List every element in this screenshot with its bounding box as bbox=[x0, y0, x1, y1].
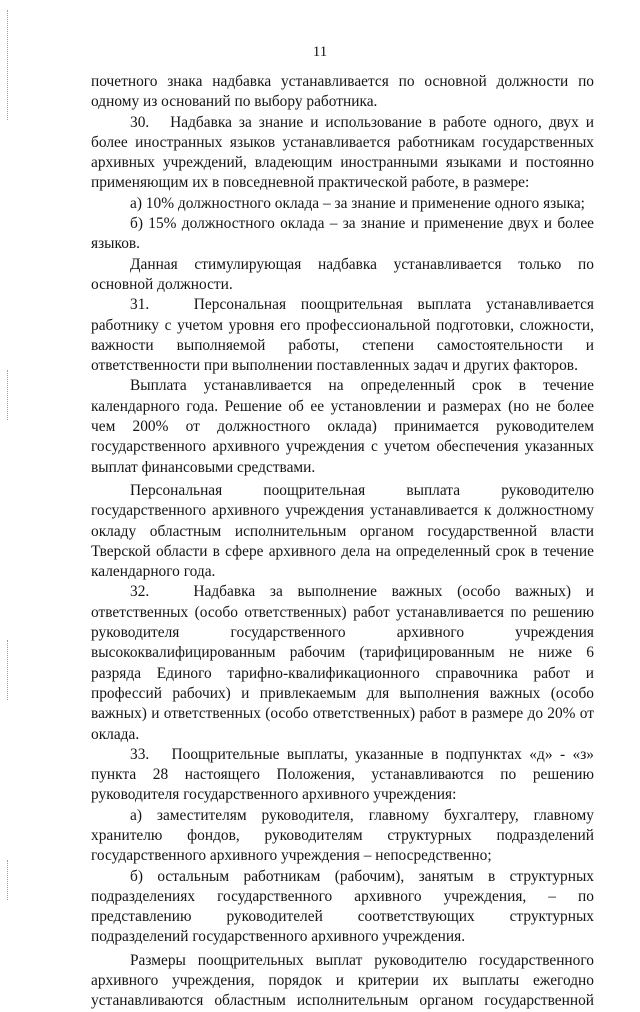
document-body bbox=[91, 72, 594, 1012]
paragraph: почетного знака надбавка устанавливается по основной должности по одному из оснований по выбору работника. bbox=[91, 73, 594, 111]
paragraph: Персональная поощрительная выплата руководителю государственного архивного учреждения устанавливается к должностному окладу областным исполнительным органом государственной власти Тверской области в сфере архивного дела на определенный срок в течение календарного года. bbox=[91, 481, 594, 581]
left-margin-dotted-line bbox=[7, 860, 9, 900]
clause-33-item-a: а) заместителям руководителя, главному бухгалтеру, главному хранителю фондов, руководителям структурных подразделений государственного архивного учреждения – непосредственно; bbox=[91, 806, 594, 865]
clause-32: 32. Надбавка за выполнение важных (особо важных) и ответственных (особо ответственных) работ устанавливается по решению руководителя государственного архивного учреждения высококвалифицированным рабочим (тарифицированным не ниже 6 разряда Единого тарифно-квалификационного справочника работ и профессий рабочих) и привлекаемым для выполнения важных (особо важных) и ответственных (особо ответственных) работ в размере до 20% от оклада. bbox=[91, 583, 594, 743]
clause-30-item-b: б) 15% должностного оклада – за знание и применение двух и более языков. bbox=[91, 215, 594, 253]
clause-31: 31. Персональная поощрительная выплата устанавливается работнику с учетом уровня его профессиональной подготовки, сложности, важности выполняемой работы, степени самостоятельности и ответственности при выполнении поставленных задач и других факторов. bbox=[91, 296, 594, 375]
clause-33: 33. Поощрительные выплаты, указанные в подпунктах «д» - «з» пункта 28 настоящего Положения, устанавливаются по решению руководителя государственного архивного учреждения: bbox=[91, 745, 594, 804]
left-margin-dotted-line bbox=[7, 370, 9, 420]
clause-30-item-a: а) 10% должностного оклада – за знание и применение одного языка; bbox=[130, 194, 585, 212]
paragraph: Выплата устанавливается на определенный срок в течение календарного года. Решение об ее установлении и размерах (но не более чем 200% от должностного оклада) принимается руководителем государственного архивного учреждения с учетом обеспечения указанных выплат финансовыми средствами. bbox=[91, 377, 594, 476]
page-number: 11 bbox=[312, 44, 328, 60]
clause-30: 30. Надбавка за знание и использование в работе одного, двух и более иностранных языков устанавливается работникам государственных архивных учреждений, владеющим иностранными языками и постоянно применяющим их в повседневной практической работе, в размере: bbox=[91, 113, 594, 192]
left-margin-dotted-line bbox=[7, 10, 9, 120]
clause-33-item-b: б) остальным работникам (рабочим), занятым в структурных подразделениях государственного архивного учреждения, – по представлению руководителей соответствующих структурных подразделений государственного архивного учреждения. bbox=[91, 867, 594, 946]
left-margin-dotted-line bbox=[7, 640, 9, 700]
paragraph: Данная стимулирующая надбавка устанавливается только по основной должности. bbox=[91, 255, 594, 293]
paragraph: Размеры поощрительных выплат руководителю государственного архивного учреждения, порядок и критерии их выплаты ежегодно устанавливаются областным исполнительным органом государственной bbox=[91, 951, 594, 1010]
